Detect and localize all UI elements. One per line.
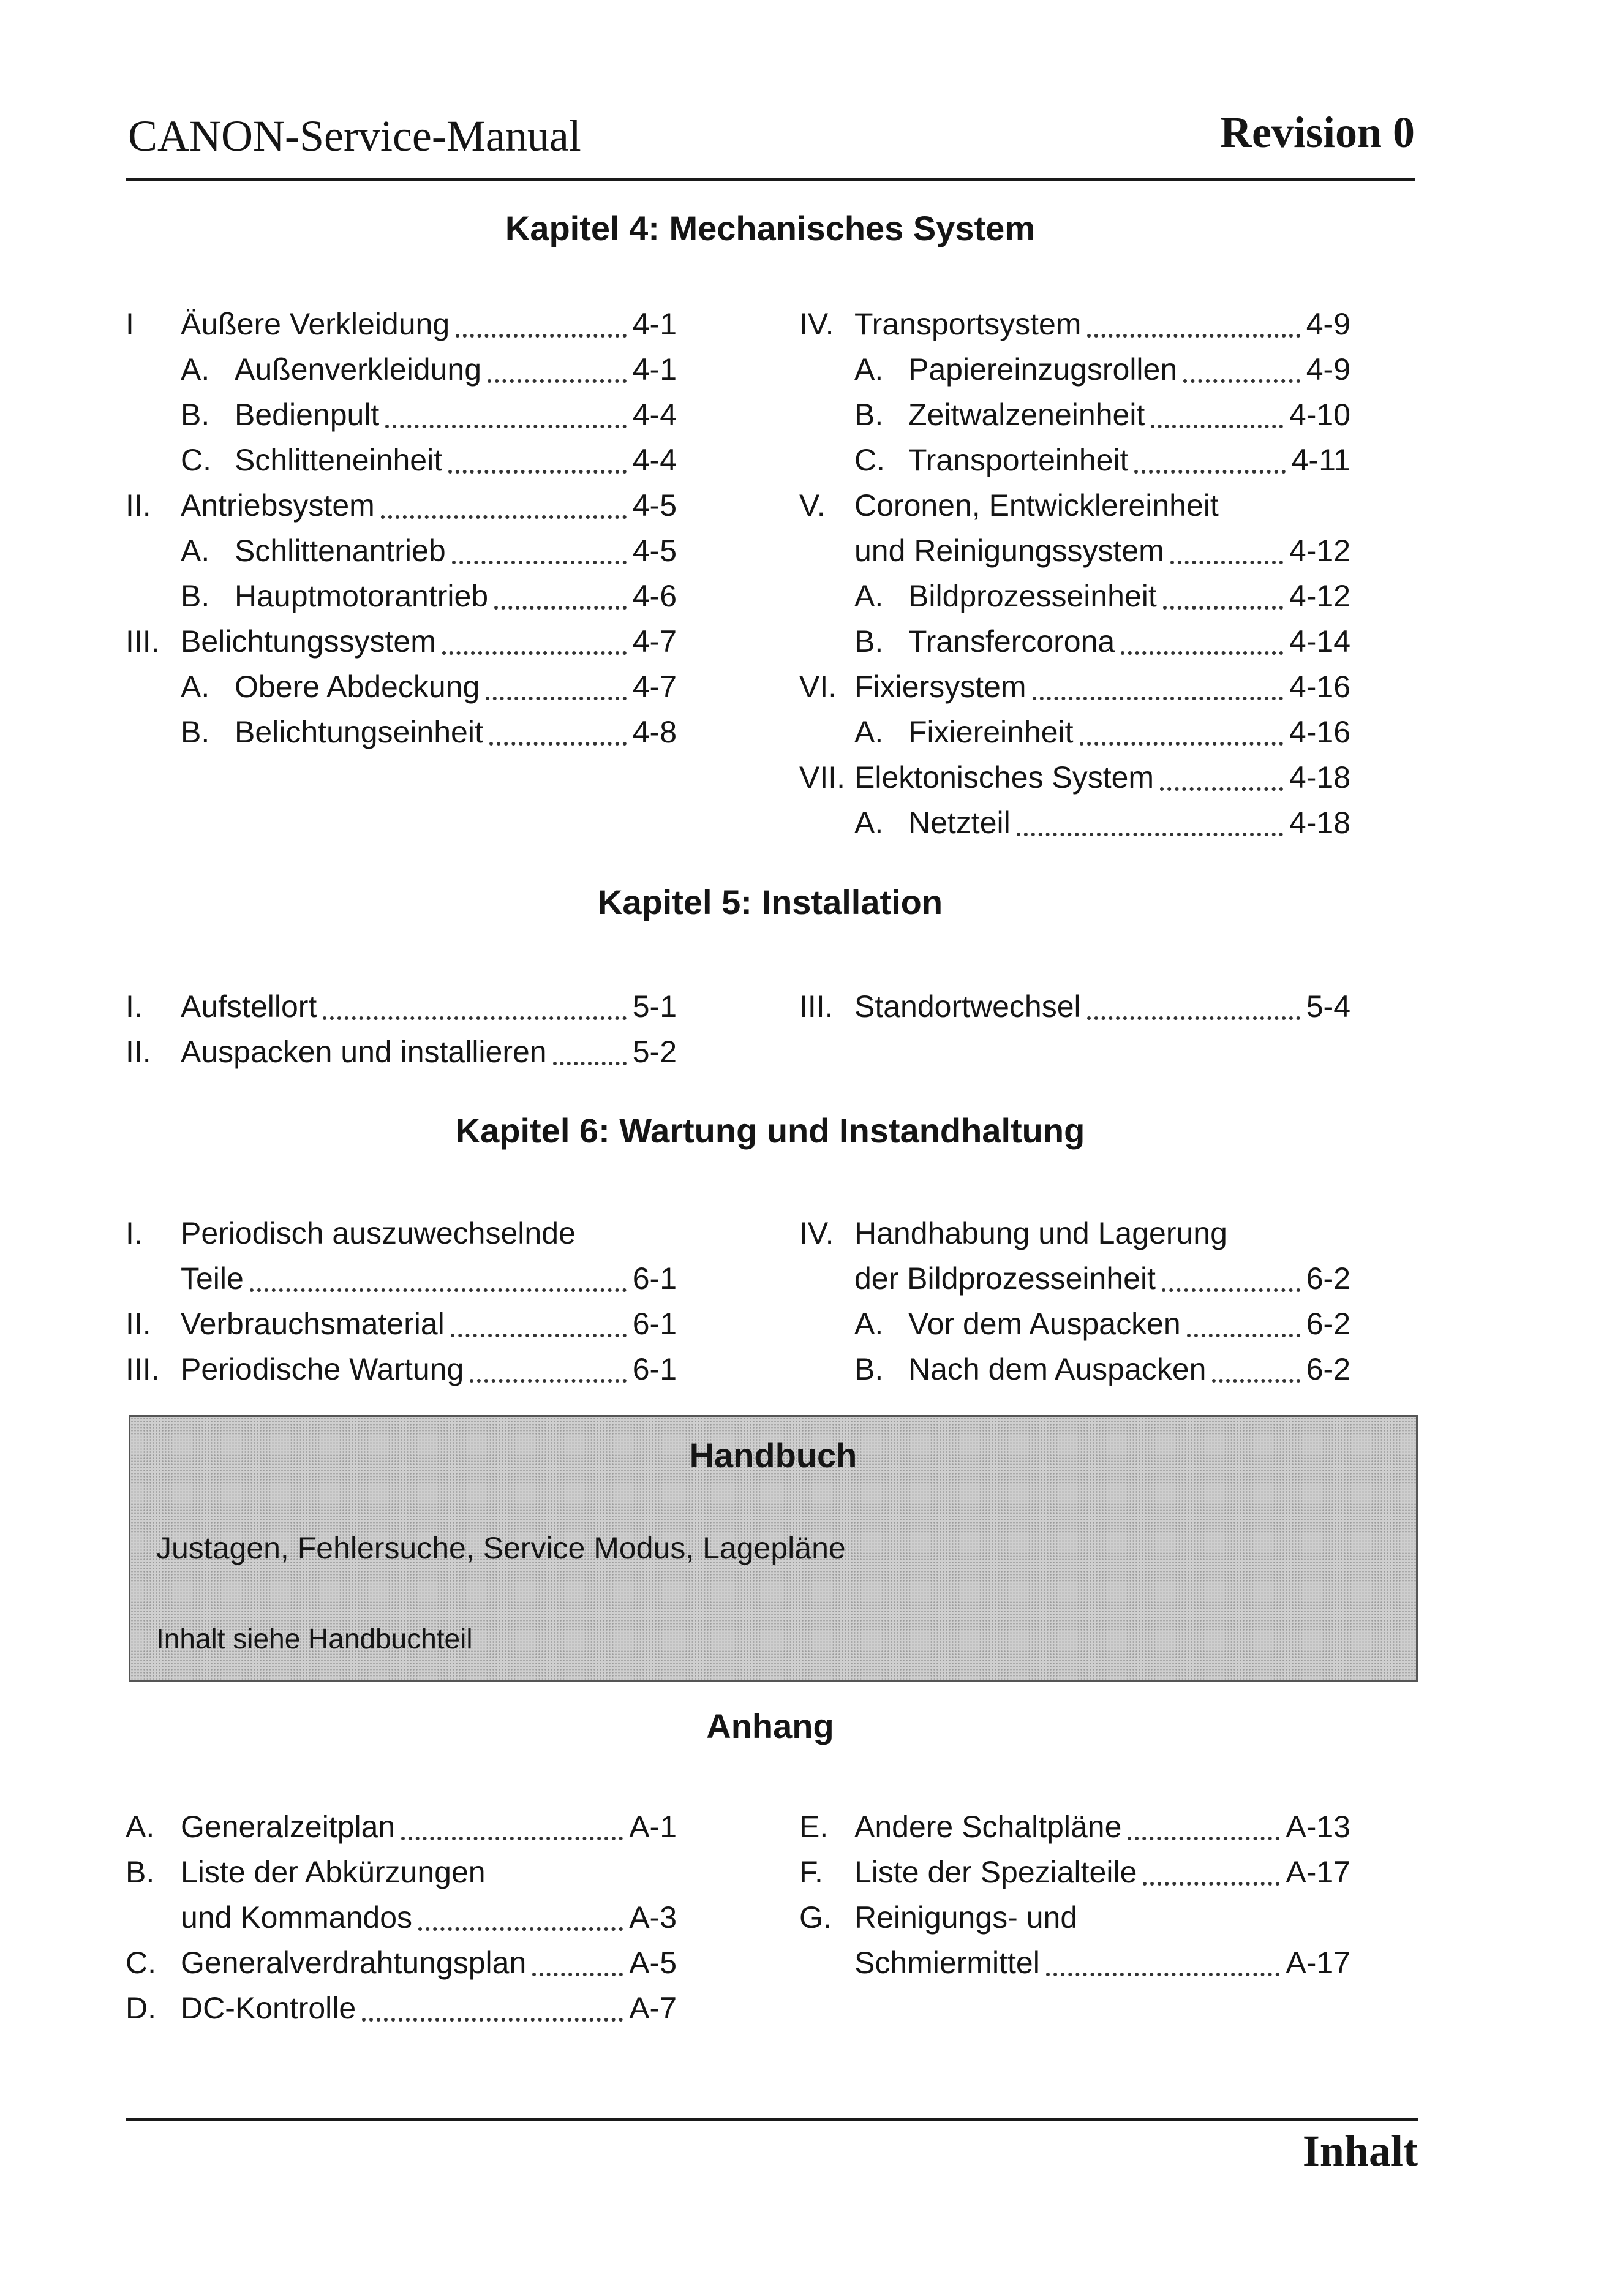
page-header: [126, 107, 1415, 181]
footer-rule: [126, 2118, 1418, 2121]
toc-leader-dots: [489, 733, 627, 746]
toc-entry-label: Transfercorona: [908, 624, 1115, 659]
toc-entry-label: Andere Schaltpläne: [854, 1810, 1122, 1844]
toc-entry-number: IV.: [799, 307, 834, 341]
toc-entry-label: Hauptmotorantrieb: [235, 579, 489, 613]
toc-entry-label: und Reinigungssystem: [854, 534, 1164, 568]
toc-entry: [126, 301, 677, 347]
toc-entry: [126, 984, 677, 1029]
chapter-6-title: Kapitel 6: Wartung und Instandhaltung: [455, 1111, 1085, 1150]
toc-leader-dots: [470, 1370, 626, 1383]
toc-entry-page: 6-1: [632, 1352, 677, 1386]
revision-label: Revision 0: [1219, 108, 1415, 157]
toc-entry: [799, 709, 1350, 755]
toc-entry: [799, 1940, 1350, 1985]
toc-leader-dots: [1160, 779, 1283, 791]
toc-entry-page: A-17: [1286, 1855, 1350, 1889]
toc-leader-dots: [401, 1828, 623, 1840]
toc-entry-page: 4-18: [1289, 806, 1350, 840]
toc-entry: [126, 709, 677, 755]
chapter-5-right-list: [799, 984, 1350, 1029]
toc-entry-label: Schlittenantrieb: [235, 534, 446, 568]
toc-leader-dots: [1134, 461, 1285, 474]
toc-entry: [799, 664, 1350, 709]
toc-leader-dots: [1087, 325, 1300, 338]
chapter-5-title: Kapitel 5: Installation: [597, 883, 943, 921]
toc-entry: [126, 573, 677, 619]
appendix-left-list: [126, 1804, 677, 2031]
toc-leader-dots: [1162, 1280, 1300, 1292]
toc-entry-number: III.: [126, 1352, 160, 1386]
toc-entry-label: Teile: [181, 1261, 244, 1296]
toc-entry: [799, 1804, 1350, 1849]
toc-leader-dots: [451, 1325, 627, 1337]
toc-entry: [799, 619, 1350, 664]
toc-entry-label: Bildprozesseinheit: [908, 579, 1157, 613]
toc-leader-dots: [442, 643, 627, 655]
toc-entry: [799, 1895, 1350, 1940]
toc-entry-label: Handhabung und Lagerung: [854, 1216, 1227, 1250]
toc-leader-dots: [553, 1053, 627, 1065]
toc-entry-number: B.: [126, 1855, 155, 1889]
toc-entry: [799, 755, 1350, 800]
toc-entry-label: Antriebsystem: [181, 488, 375, 523]
toc-entry-page: A-7: [629, 1991, 677, 2025]
toc-entry-page: 6-1: [632, 1261, 677, 1296]
toc-entry-label: Bedienpult: [235, 398, 380, 432]
toc-entry-number: A.: [181, 534, 210, 568]
toc-entry-page: 4-5: [632, 488, 677, 523]
toc-leader-dots: [1087, 1008, 1300, 1020]
toc-entry: [799, 392, 1350, 437]
toc-entry: [799, 483, 1350, 528]
toc-entry-page: 4-1: [632, 352, 677, 387]
toc-entry-page: 4-12: [1289, 579, 1350, 613]
toc-leader-dots: [1212, 1370, 1300, 1383]
toc-leader-dots: [1033, 688, 1283, 700]
toc-entry-number: B.: [854, 624, 884, 659]
toc-entry-label: Liste der Abkürzungen: [181, 1855, 486, 1889]
toc-entry: [126, 1985, 677, 2031]
handbook-title: Handbuch: [689, 1436, 857, 1475]
toc-entry-label: Zeitwalzeneinheit: [908, 398, 1145, 432]
toc-entry: [126, 664, 677, 709]
toc-entry-label: Generalverdrahtungsplan: [181, 1946, 527, 1980]
toc-entry-number: I: [126, 307, 134, 341]
toc-entry-number: A.: [854, 352, 884, 387]
toc-entry-page: 4-8: [632, 715, 677, 749]
toc-entry-label: Außenverkleidung: [235, 352, 482, 387]
toc-entry-number: II.: [126, 1035, 151, 1069]
toc-leader-dots: [1128, 1828, 1279, 1840]
toc-entry-label: Transportsystem: [854, 307, 1082, 341]
toc-entry: [126, 1346, 677, 1392]
toc-entry-number: I.: [126, 1216, 143, 1250]
toc-entry-page: 4-9: [1306, 307, 1350, 341]
toc-leader-dots: [385, 416, 626, 428]
toc-entry-label: Nach dem Auspacken: [908, 1352, 1207, 1386]
toc-entry-page: 4-5: [632, 534, 677, 568]
toc-entry: [126, 347, 677, 392]
toc-entry-label: Liste der Spezialteile: [854, 1855, 1137, 1889]
toc-entry-label: der Bildprozesseinheit: [854, 1261, 1156, 1296]
toc-entry-label: DC-Kontrolle: [181, 1991, 356, 2025]
appendix-right-list: [799, 1804, 1350, 1985]
toc-entry-page: A-5: [629, 1946, 677, 1980]
chapter-4-title: Kapitel 4: Mechanisches System: [505, 209, 1036, 247]
toc-leader-dots: [250, 1280, 627, 1292]
toc-entry-number: IV.: [799, 1216, 834, 1250]
toc-entry-number: B.: [181, 715, 210, 749]
chapter-6-left-list: [126, 1210, 677, 1392]
toc-entry: [126, 1301, 677, 1346]
toc-entry-page: 4-11: [1291, 443, 1350, 477]
toc-entry-number: B.: [181, 398, 210, 432]
toc-leader-dots: [532, 1964, 623, 1976]
toc-entry-number: F.: [799, 1855, 823, 1889]
toc-entry: [799, 1210, 1350, 1256]
toc-entry-label: Äußere Verkleidung: [181, 307, 450, 341]
toc-leader-dots: [1187, 1325, 1300, 1337]
toc-entry-number: VI.: [799, 670, 837, 704]
toc-leader-dots: [452, 552, 627, 564]
toc-entry-page: 6-1: [632, 1307, 677, 1341]
toc-entry: [799, 984, 1350, 1029]
toc-entry: [126, 1256, 677, 1301]
footer-label: Inhalt: [1302, 2126, 1418, 2175]
toc-leader-dots: [1080, 733, 1283, 746]
toc-leader-dots: [494, 597, 627, 610]
toc-entry-label: Obere Abdeckung: [235, 670, 480, 704]
toc-leader-dots: [1163, 597, 1283, 610]
toc-entry-page: 4-9: [1306, 352, 1350, 387]
toc-entry: [126, 619, 677, 664]
toc-entry-page: 4-14: [1289, 624, 1350, 659]
toc-entry-page: 4-12: [1289, 534, 1350, 568]
toc-entry-label: Vor dem Auspacken: [908, 1307, 1181, 1341]
toc-entry-page: 6-2: [1306, 1261, 1350, 1296]
toc-entry-page: 4-18: [1289, 760, 1350, 795]
toc-entry-label: Schmiermittel: [854, 1946, 1040, 1980]
toc-entry-label: Standortwechsel: [854, 989, 1081, 1024]
toc-entry: [799, 1301, 1350, 1346]
toc-entry: [126, 1849, 677, 1895]
toc-entry-label: Papiereinzugsrollen: [908, 352, 1178, 387]
toc-entry-label: Reinigungs- und: [854, 1900, 1078, 1935]
toc-leader-dots: [1046, 1964, 1280, 1976]
toc-entry-page: A-1: [629, 1810, 677, 1844]
toc-leader-dots: [486, 688, 626, 700]
toc-entry-label: Verbrauchsmaterial: [181, 1307, 445, 1341]
toc-leader-dots: [418, 1919, 623, 1931]
toc-leader-dots: [488, 371, 627, 383]
toc-entry-number: D.: [126, 1991, 156, 2025]
toc-entry-page: 4-7: [632, 624, 677, 659]
toc-entry-page: 6-2: [1306, 1352, 1350, 1386]
toc-leader-dots: [381, 507, 627, 519]
toc-entry-label: Periodische Wartung: [181, 1352, 464, 1386]
toc-entry-label: Coronen, Entwicklereinheit: [854, 488, 1219, 523]
toc-leader-dots: [1017, 824, 1283, 836]
toc-entry-number: C.: [126, 1946, 156, 1980]
toc-entry-number: B.: [181, 579, 210, 613]
toc-entry: [126, 1895, 677, 1940]
toc-entry: [126, 483, 677, 528]
toc-entry-page: 4-16: [1289, 715, 1350, 749]
toc-entry-number: A.: [854, 715, 884, 749]
toc-entry: [799, 528, 1350, 573]
toc-entry-number: A.: [181, 670, 210, 704]
toc-entry-number: II.: [126, 488, 151, 523]
toc-entry-label: Fixiereinheit: [908, 715, 1074, 749]
toc-entry-number: VII.: [799, 760, 846, 795]
toc-entry: [126, 528, 677, 573]
toc-entry-page: 5-4: [1306, 989, 1350, 1024]
chapter-4-right-list: [799, 301, 1350, 845]
toc-entry-label: und Kommandos: [181, 1900, 413, 1935]
toc-entry: [799, 437, 1350, 483]
toc-entry-page: 4-10: [1289, 398, 1350, 432]
handbook-reference: Inhalt siehe Handbuchteil: [156, 1623, 473, 1655]
chapter-5-left-list: [126, 984, 677, 1074]
toc-entry: [799, 1346, 1350, 1392]
toc-entry: [799, 1256, 1350, 1301]
toc-entry-page: 5-1: [632, 989, 677, 1024]
toc-entry-number: III.: [126, 624, 160, 659]
toc-leader-dots: [456, 325, 627, 338]
toc-entry-page: A-3: [629, 1900, 677, 1935]
toc-entry-page: 4-4: [632, 443, 677, 477]
toc-leader-dots: [1183, 371, 1300, 383]
toc-entry-page: 4-4: [632, 398, 677, 432]
toc-entry-label: Belichtungssystem: [181, 624, 436, 659]
toc-leader-dots: [323, 1008, 626, 1020]
toc-entry-number: V.: [799, 488, 826, 523]
toc-leader-dots: [1151, 416, 1283, 428]
toc-entry-page: 4-16: [1289, 670, 1350, 704]
toc-entry-number: C.: [854, 443, 885, 477]
handbook-box: [129, 1415, 1418, 1682]
toc-entry: [799, 573, 1350, 619]
toc-entry-page: A-17: [1286, 1946, 1350, 1980]
toc-entry-number: B.: [854, 398, 884, 432]
chapter-6-right-list: [799, 1210, 1350, 1392]
toc-entry-number: III.: [799, 989, 834, 1024]
toc-entry-number: II.: [126, 1307, 151, 1341]
toc-entry-label: Belichtungseinheit: [235, 715, 483, 749]
toc-leader-dots: [362, 2009, 623, 2022]
toc-entry-label: Generalzeitplan: [181, 1810, 396, 1844]
toc-entry-page: A-13: [1286, 1810, 1350, 1844]
toc-entry: [126, 392, 677, 437]
toc-entry-page: 4-7: [632, 670, 677, 704]
toc-entry: [799, 800, 1350, 845]
toc-entry-number: B.: [854, 1352, 884, 1386]
toc-entry-label: Transporteinheit: [908, 443, 1129, 477]
toc-entry-number: G.: [799, 1900, 832, 1935]
toc-entry-page: 5-2: [632, 1035, 677, 1069]
toc-entry-page: 4-1: [632, 307, 677, 341]
toc-leader-dots: [1170, 552, 1283, 564]
appendix-title: Anhang: [706, 1707, 834, 1745]
toc-entry-number: C.: [181, 443, 211, 477]
toc-leader-dots: [448, 461, 627, 474]
toc-entry-label: Fixiersystem: [854, 670, 1026, 704]
handbook-topics: Justagen, Fehlersuche, Service Modus, Lagepläne: [156, 1531, 846, 1565]
toc-entry-number: A.: [181, 352, 210, 387]
toc-entry-page: 6-2: [1306, 1307, 1350, 1341]
toc-entry: [799, 347, 1350, 392]
toc-leader-dots: [1143, 1873, 1279, 1886]
toc-entry-label: Elektonisches System: [854, 760, 1154, 795]
toc-entry-number: A.: [126, 1810, 155, 1844]
toc-entry-number: A.: [854, 1307, 884, 1341]
toc-leader-dots: [1121, 643, 1283, 655]
toc-entry-label: Schlitteneinheit: [235, 443, 443, 477]
chapter-4-left-list: [126, 301, 677, 755]
toc-entry: [126, 1210, 677, 1256]
toc-entry: [126, 1029, 677, 1074]
toc-entry: [126, 437, 677, 483]
toc-entry-label: Auspacken und installieren: [181, 1035, 547, 1069]
toc-entry-number: A.: [854, 806, 884, 840]
toc-entry-number: A.: [854, 579, 884, 613]
toc-entry: [799, 1849, 1350, 1895]
manual-title: CANON-Service-Manual: [128, 111, 581, 160]
toc-entry: [799, 301, 1350, 347]
toc-entry-label: Netzteil: [908, 806, 1011, 840]
toc-entry-number: E.: [799, 1810, 829, 1844]
toc-entry: [126, 1804, 677, 1849]
toc-entry-number: I.: [126, 989, 143, 1024]
toc-entry-label: Periodisch auszuwechselnde: [181, 1216, 576, 1250]
toc-entry-page: 4-6: [632, 579, 677, 613]
toc-entry-label: Aufstellort: [181, 989, 317, 1024]
toc-entry: [126, 1940, 677, 1985]
